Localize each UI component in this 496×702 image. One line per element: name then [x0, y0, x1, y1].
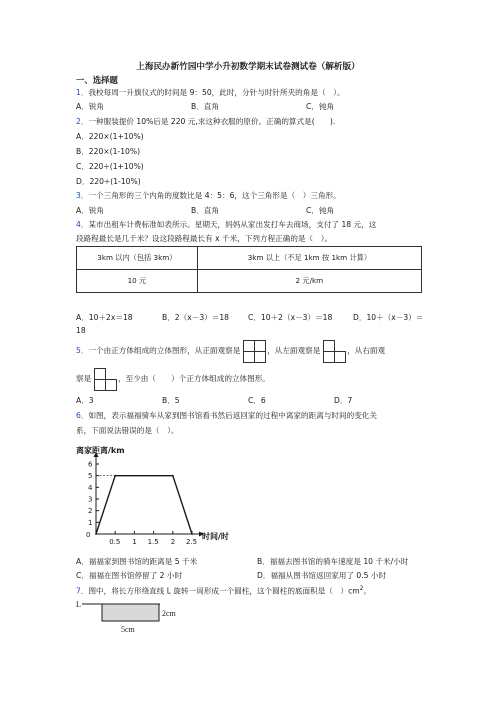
option-a: A．福福家到图书馆的距离是 5 千米 — [76, 557, 198, 566]
option-a: A．3 — [76, 396, 94, 405]
question-5 — [76, 340, 385, 362]
option-b: B．5 — [162, 396, 180, 405]
rectangle-figure — [76, 596, 186, 636]
option-a: A．锐角 — [76, 206, 104, 215]
y-tick-label: 5 — [88, 472, 93, 481]
x-axis-label: 时间/时 — [202, 532, 229, 541]
option-d: D．220÷(1-10%) — [76, 177, 141, 186]
table-cell: 3km 以上（不足 1km 按 1km 计算） — [197, 247, 421, 270]
option-b: B．福福去图书馆的骑车速度是 10 千米/小时 — [257, 557, 409, 566]
option-c: C．220÷(1+10%) — [76, 162, 144, 171]
height-label: 2cm — [162, 609, 176, 618]
front-view-figure — [243, 340, 265, 362]
question-number: 1． — [76, 88, 89, 97]
question-6 — [76, 410, 377, 421]
right-view-figure — [94, 368, 116, 390]
question-1 — [76, 87, 345, 98]
question-text: 某市出租车计费标准如表所示。星期天，妈妈从家出发打车去商场，支付了 18 元，这 — [88, 220, 377, 229]
q4-options — [76, 312, 446, 323]
question-text: ，从右面观 — [347, 346, 386, 355]
table-row — [77, 270, 422, 293]
question-text: 一个由正方体组成的立体图形，从正面观察是 — [88, 346, 241, 355]
y-tick-label: 3 — [88, 495, 93, 504]
q6-options-row1 — [76, 556, 466, 567]
question-text: 察是 — [76, 374, 92, 383]
left-view-figure — [323, 340, 345, 362]
origin-label: 0 — [86, 531, 91, 539]
q5-options — [76, 395, 446, 406]
data-point — [172, 475, 174, 477]
data-point — [95, 533, 97, 535]
question-text-end: 。 — [363, 586, 372, 596]
distance-line — [96, 476, 192, 534]
chart-series — [95, 475, 193, 535]
question-text: 如图，表示福福骑车从家到图书馆看书然后返回家的过程中离家的距离与时间的变化关 — [88, 411, 377, 420]
question-number: 3． — [76, 191, 89, 200]
data-point — [191, 533, 193, 535]
section-heading: 一、选择题 — [76, 75, 118, 85]
option-d-continued: 18 — [76, 326, 86, 335]
question-text: 我校每周一升旗仪式的时间是 9：50，此时，分针与时针所夹的角是（ ）。 — [88, 88, 345, 97]
chart-axes — [94, 452, 205, 537]
q1-options — [76, 101, 456, 112]
table-cell: 3km 以内（包括 3km） — [77, 247, 198, 270]
question-text: 图中，将长方形绕直线 L 旋转一周形成一个圆柱，这个圆柱的底面积是（ ）cm — [88, 586, 360, 596]
rectangle — [102, 604, 159, 621]
question-number: 2． — [76, 117, 89, 126]
question-4 — [76, 219, 376, 230]
question-text: 一个三角形的三个内角的度数比是 4：5：6，这个三角形是（ ）三角形。 — [88, 191, 341, 200]
option-d: D．7 — [334, 396, 353, 405]
line-label: L — [76, 600, 81, 609]
option-c: C．福福在图书馆停留了 2 小时 — [76, 571, 183, 580]
question-text-line2: 系，下面说法错误的是（ ）。 — [76, 426, 179, 435]
table-cell: 2 元/km — [197, 270, 421, 293]
question-5-line2 — [76, 368, 270, 390]
option-c: C．钝角 — [306, 102, 335, 111]
x-tick-label: 2.5 — [186, 538, 198, 546]
question-3 — [76, 190, 341, 201]
distance-time-chart — [74, 440, 254, 552]
question-text: ，至少由（ ）个正方体组成的立体图形。 — [118, 374, 270, 383]
y-axis-label: 离家距离/km — [76, 446, 125, 455]
question-text-line2: 段路程最长是几千米？设这段路程最长有 x 千米，下列方程正确的是（ ）。 — [76, 234, 333, 243]
page-title: 上海民办新竹园中学小升初数学期末试卷测试卷（解析版） — [136, 62, 360, 72]
q3-options — [76, 205, 456, 216]
table-cell: 10 元 — [77, 270, 198, 293]
fare-table — [76, 246, 422, 293]
question-2 — [76, 116, 335, 127]
y-tick-label: 6 — [88, 460, 93, 469]
table-row — [77, 247, 422, 270]
unit-superscript: 2 — [359, 585, 364, 592]
option-c: C．10＋2（x－3）＝18 — [248, 313, 333, 322]
y-tick-label: 4 — [88, 483, 93, 492]
option-b: B．直角 — [191, 206, 219, 215]
x-tick-label: 2 — [170, 538, 176, 546]
option-a: A．10＋2x＝18 — [76, 313, 133, 322]
option-a: A．220×(1+10%) — [76, 132, 144, 141]
x-tick-label: 1.5 — [147, 538, 159, 546]
question-number: 7． — [76, 586, 89, 596]
y-tick-label: 2 — [88, 507, 93, 516]
option-c: C．钝角 — [306, 206, 335, 215]
chart-ticks — [88, 461, 197, 547]
y-tick-label: 1 — [88, 518, 93, 527]
x-tick-label: 0.5 — [109, 538, 121, 546]
x-tick-label: 1 — [132, 538, 137, 546]
option-d: D．10＋（x－3）＝ — [353, 313, 424, 322]
question-text: ，从左面观察是 — [267, 346, 321, 355]
question-7 — [76, 585, 371, 597]
question-number: 5． — [76, 346, 89, 355]
width-label: 5cm — [121, 625, 135, 634]
option-c: C．6 — [248, 396, 266, 405]
question-number: 6． — [76, 411, 89, 420]
question-text: 一种服装提价 10%后是 220 元,求这种衣服的原价。正确的算式是( ). — [88, 117, 336, 126]
question-number: 4． — [76, 220, 89, 229]
option-a: A．锐角 — [76, 102, 104, 111]
option-b: B．直角 — [191, 102, 219, 111]
option-d: D．福福从图书馆返回家用了 0.5 小时 — [257, 571, 387, 580]
option-b: B．220×(1-10%) — [76, 147, 141, 156]
option-b: B．2（x－3）＝18 — [162, 313, 229, 322]
q6-options-row2 — [76, 570, 466, 581]
